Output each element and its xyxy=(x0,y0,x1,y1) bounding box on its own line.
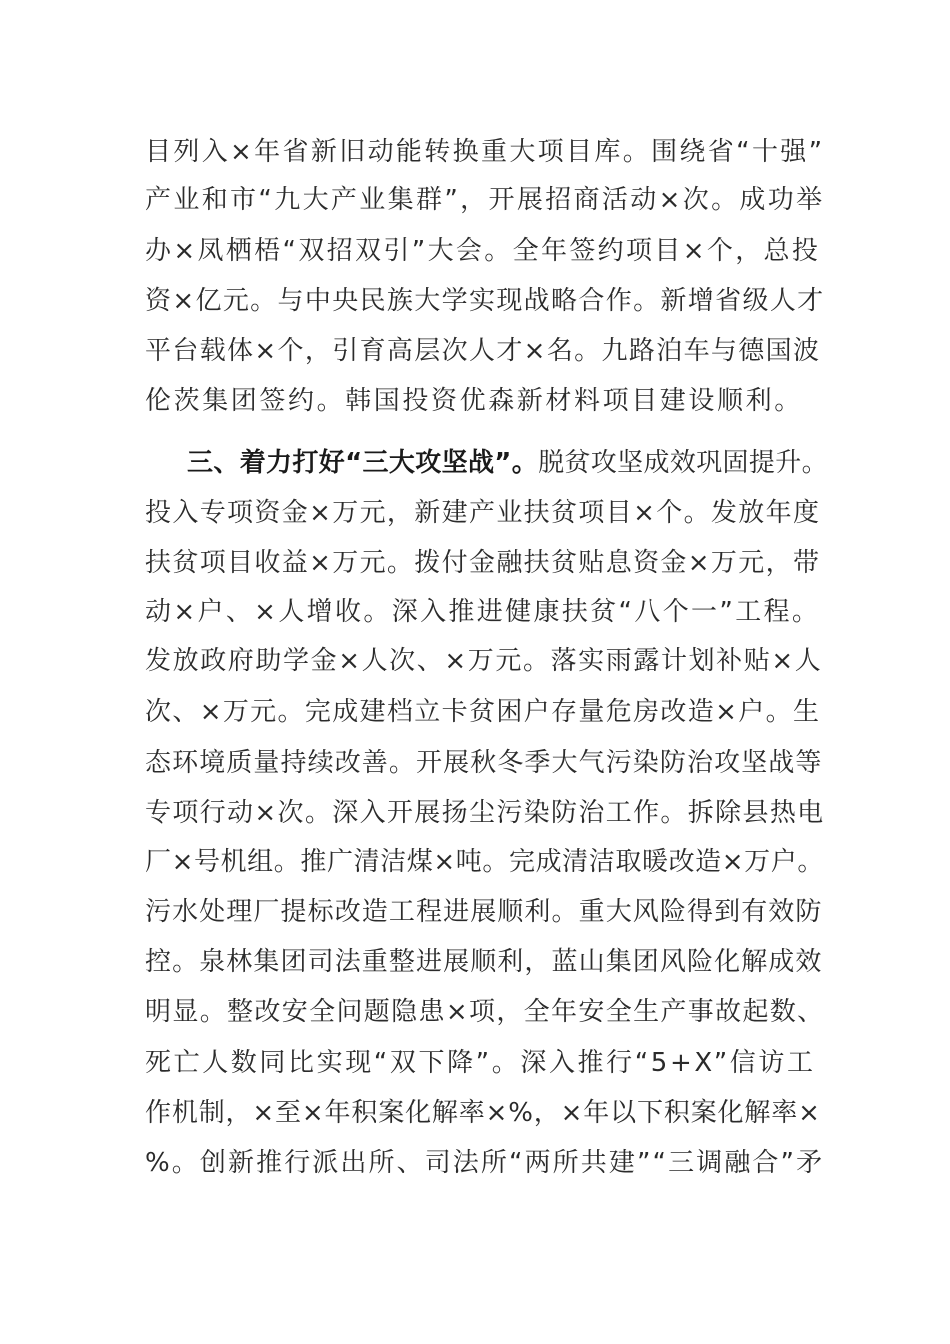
paragraph-line: 专项行动×次。深入开展扬尘污染防治工作。拆除县热电 xyxy=(145,798,825,828)
paragraph-line: 扶贫项目收益×万元。拨付金融扶贫贴息资金×万元，带 xyxy=(145,548,821,578)
section-3-lead-text: 脱贫攻坚成效巩固提升。 xyxy=(538,448,828,478)
section-3-first-line xyxy=(187,443,827,483)
paragraph-line: 平台载体×个，引育高层次人才×名。九路泊车与德国波 xyxy=(145,336,821,366)
paragraph-line: %。创新推行派出所、司法所“两所共建”“三调融合”矛 xyxy=(145,1148,825,1178)
paragraph-line: 伦茨集团签约。韩国投资优森新材料项目建设顺利。 xyxy=(145,386,803,416)
paragraph-line: 资×亿元。与中央民族大学实现战略合作。新增省级人才 xyxy=(145,286,825,316)
paragraph-line: 明显。整改安全问题隐患×项，全年安全生产事故起数、 xyxy=(145,997,825,1027)
paragraph-line: 动×户、×人增收。深入推进健康扶贫“八个一”工程。 xyxy=(145,597,821,627)
paragraph-line: 产业和市“九大产业集群”，开展招商活动×次。成功举 xyxy=(145,185,825,215)
paragraph-line: 投入专项资金×万元，新建产业扶贫项目×个。发放年度 xyxy=(145,498,821,528)
paragraph-line: 态环境质量持续改善。开展秋冬季大气污染防治攻坚战等 xyxy=(145,748,823,778)
paragraph-line: 厂×号机组。推广清洁煤×吨。完成清洁取暖改造×万户。 xyxy=(145,847,824,877)
paragraph-line: 污水处理厂提标改造工程进展顺利。重大风险得到有效防 xyxy=(145,897,823,927)
paragraph-line: 目列入×年省新旧动能转换重大项目库。围绕省“十强” xyxy=(145,137,825,167)
paragraph-line: 死亡人数同比实现“双下降”。深入推行“5+X”信访工 xyxy=(145,1048,816,1078)
paragraph-line: 作机制，×至×年积案化解率×%，×年以下积案化解率× xyxy=(145,1098,821,1128)
paragraph-line: 发放政府助学金×人次、×万元。落实雨露计划补贴×人 xyxy=(145,646,823,676)
section-3-heading: 三、着力打好“三大攻坚战”。 xyxy=(187,448,539,478)
paragraph-line: 次、×万元。完成建档立卡贫困户存量危房改造×户。生 xyxy=(145,697,821,727)
paragraph-line: 办×凤栖梧“双招双引”大会。全年签约项目×个，总投 xyxy=(145,236,821,266)
paragraph-line: 控。泉林集团司法重整进展顺利，蓝山集团风险化解成效 xyxy=(145,947,823,977)
